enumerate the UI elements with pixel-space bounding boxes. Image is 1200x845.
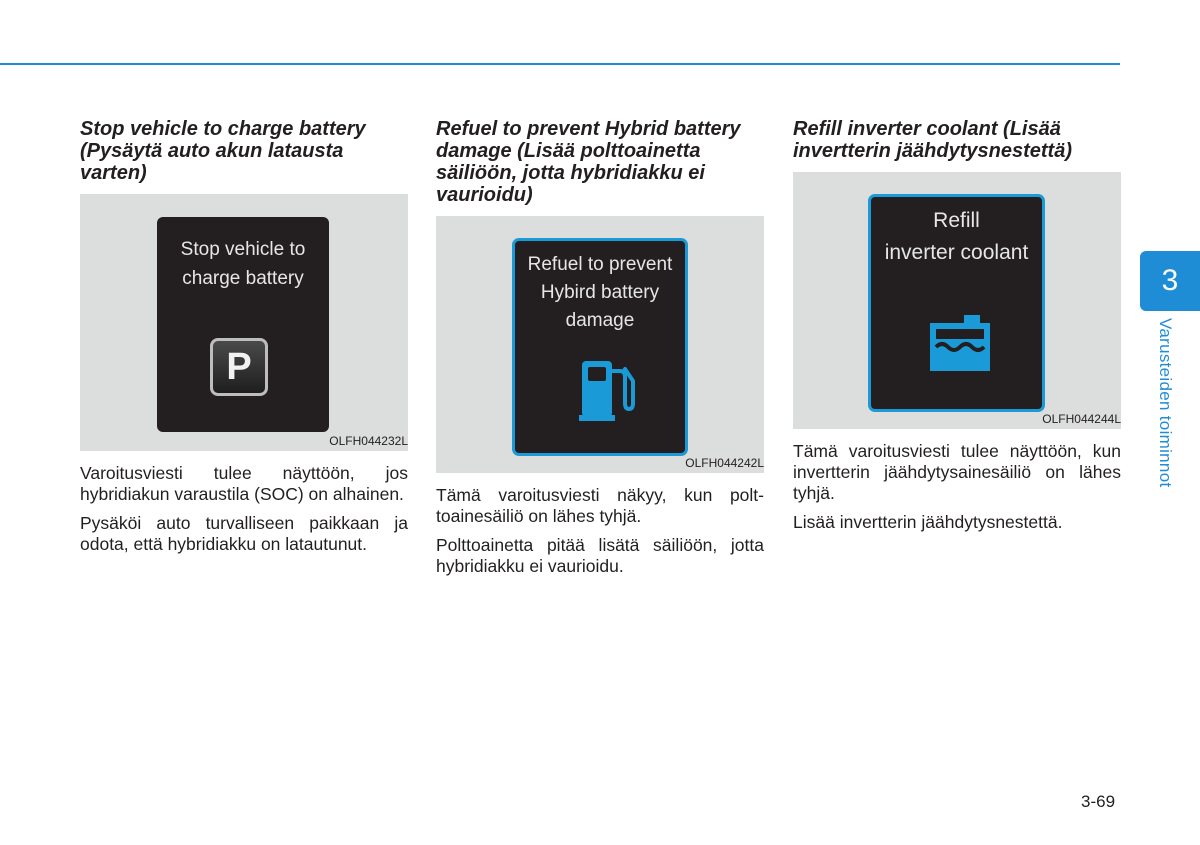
screen-message: Refuel to prevent Hybird battery damage <box>527 254 673 331</box>
figure-inverter-coolant <box>793 172 1121 429</box>
figure-code: OLFH044242L <box>685 456 764 470</box>
top-rule <box>0 63 1120 65</box>
park-icon: P <box>210 338 268 396</box>
paragraph: Lisää invertterin jäähdytysnestettä. <box>793 512 1063 532</box>
chapter-label: Varusteiden toiminnot <box>1156 318 1175 488</box>
figure-code: OLFH044244L <box>1042 412 1121 426</box>
paragraph: Pysäköi auto turvalliseen paikkaan ja odota, että hybridiakku on latautunut. <box>80 513 408 554</box>
paragraph: Varoitusviesti tulee näyttöön, jos hybridiakun varaustila (SOC) on alhainen. <box>80 463 408 504</box>
figure-refuel <box>436 216 764 473</box>
section-heading: Refuel to prevent Hybrid battery damage (Lisää polttoainetta säiliöön, jotta hybridiakku ei vaurioidu) <box>436 118 741 206</box>
screen-message: Refill inverter coolant <box>884 209 1029 264</box>
section-body <box>793 441 1121 533</box>
display-screen <box>157 217 329 432</box>
section-heading: Stop vehicle to charge battery (Pysäytä auto akun latausta varten) <box>80 118 366 184</box>
fuel-pump-icon <box>579 359 635 421</box>
paragraph: Tämä varoitusviesti tulee näyttöön, kun invertterin jäähdytysainesäiliö on lähes tyhjä. <box>793 441 1121 503</box>
section-stop-vehicle <box>80 118 408 563</box>
display-screen <box>868 194 1045 412</box>
section-body <box>80 463 408 555</box>
coolant-reservoir-icon <box>926 315 994 371</box>
figure-code: OLFH044232L <box>329 434 408 448</box>
section-body <box>436 485 764 577</box>
screen-message: Stop vehicle to charge battery <box>180 239 306 289</box>
section-inverter-coolant <box>793 118 1121 541</box>
paragraph: Polttoainetta pitää lisätä säiliöön, jotta hybridiakku ei vaurioidu. <box>436 535 764 576</box>
chapter-tab: 3 <box>1140 251 1200 311</box>
figure-stop-vehicle <box>80 194 408 451</box>
page-number: 3-69 <box>1081 792 1116 811</box>
section-refuel <box>436 118 764 585</box>
display-screen <box>512 238 688 456</box>
section-heading: Refill inverter coolant (Lisää invertterin jäähdytysnestettä) <box>793 118 1072 162</box>
paragraph: Tämä varoitusviesti näkyy, kun polt-toainesäiliö on lähes tyhjä. <box>436 485 764 526</box>
